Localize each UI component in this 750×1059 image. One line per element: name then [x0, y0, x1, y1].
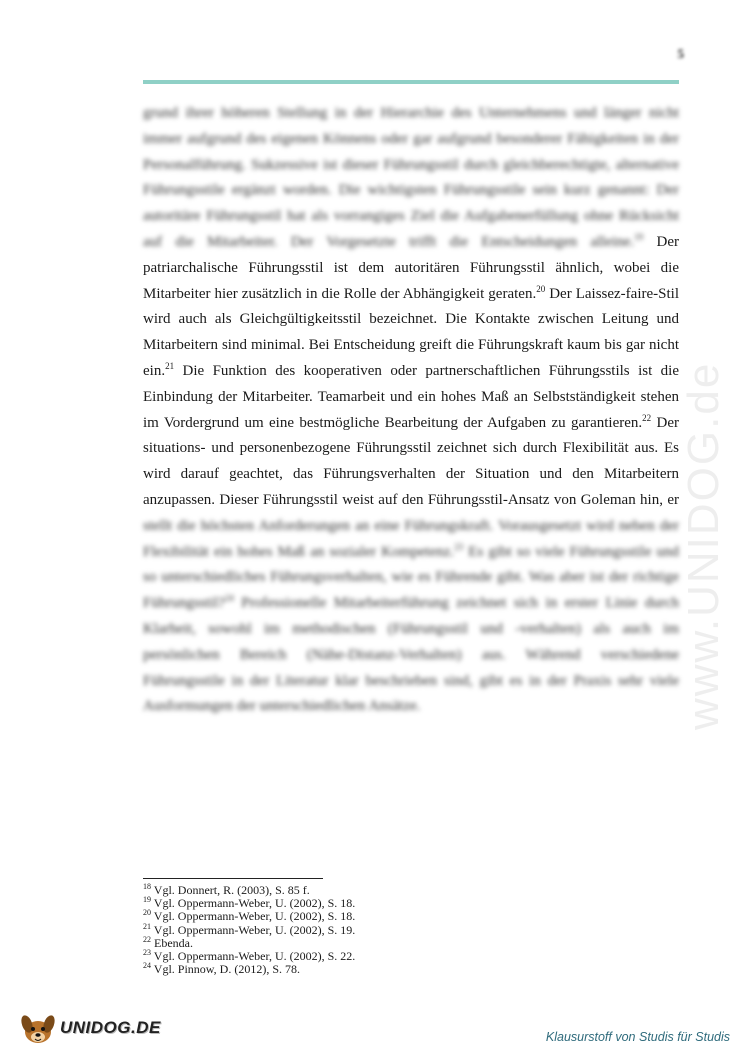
paragraph-segment: Die Funktion des kooperativen oder partnerschaftlichen Führungsstils ist die Einbindung der Mitarbeiter. Teamarbeit und ein hohes Maß an Selbstständigkeit stehen im Vordergrund um eine bestmögliche Bearbeitung der Aufgaben zu garantieren. [143, 362, 679, 431]
footnotes [143, 884, 355, 976]
footnote: $^{18}$ Vgl. Donnert, R. (2003), S. 85 f. [143, 882, 310, 897]
header-rule [143, 80, 679, 84]
footnote-ref: 20 [536, 283, 546, 294]
unidog-logo [18, 1010, 161, 1046]
footnote-ref: 21 [165, 360, 175, 371]
blurred-text-top: grund ihrer höheren Stellung in der Hierarchie des Unternehmens und länger nicht immer aufgrund des eigenen Könnens oder gar aufgrund besonderer Fähigkeiten in der Personalführung. Sukzessive ist dieser Führungsstil durch gleichberechtigte, alternative Führungsstile ergänzt worden. Die wichtigsten Führungsstile sein kurz genannt: Der autoritäre Führungsstil hat als vorrangiges Ziel die Aufgabenerfüllung ohne Rücksicht auf die Mitarbeiter. Der Vorgesetzte trifft die Entscheidungen alleine.$^{19}$ [143, 105, 679, 250]
body-paragraph [143, 101, 679, 720]
paragraph-segment: Der situations- und personenbezogene Führungsstil zeichnet sich durch Flexibilität aus. Es wird darauf geachtet, das Führungsverhalten der Situation und den Mitarbeitern anzupassen. Dieser Führungsstil weist auf den Führungsstil-Ansatz von Goleman hin, er [143, 414, 679, 508]
footnote: $^{23}$ Vgl. Oppermann-Weber, U. (2002), S. 22. [143, 948, 356, 964]
footnote: $^{21}$ Vgl. Oppermann-Weber, U. (2002), S. 19. [143, 921, 356, 937]
dog-mascot-icon [18, 1010, 58, 1046]
footnote: $^{24}$ Vgl. Pinnow, D. (2012), S. 78. [143, 961, 301, 977]
watermark: www.UNIDOG.de [679, 361, 728, 730]
footnote: $^{20}$ Vgl. Oppermann-Weber, U. (2002), S. 18. [143, 908, 356, 924]
footnote: $^{22}$ Ebenda. [143, 934, 193, 950]
footnote-separator [143, 878, 323, 879]
footnote-ref: 22 [642, 412, 652, 423]
paragraph-segment: Der patriarchalische Führungsstil ist dem autoritären Führungsstil ähnlich, wobei die Mitarbeiter hier zusätzlich in die Rolle der Abhängigkeit geraten. [143, 233, 679, 302]
footnote: $^{19}$ Vgl. Oppermann-Weber, U. (2002), S. 18. [143, 895, 356, 911]
logo-text: UNIDOG.DE [60, 1018, 161, 1037]
page-number: 5 [677, 46, 684, 61]
paragraph-segment: Der Laissez-faire-Stil wird auch als Gleichgültigkeitsstil bezeichnet. Die Kontakte zwischen Leitung und Mitarbeitern sind minimal. Bei Entscheidung greift die Führungskraft kaum bis gar nicht ein. [143, 285, 679, 379]
tagline: Klausurstoff von Studis für Studis [545, 1030, 730, 1044]
blurred-text-bottom: stellt die höchsten Anforderungen an eine Führungskraft. Vorausgesetzt wird neben der Flexibilität ein hohes Maß an sozialer Kompetenz.$^{23}$ Es gibt so viele Führungsstile und so unterschiedliches Führungsverhalten, wie es Führende gibt. Was aber ist der richtige Führungsstil?$^{24}$ Professionelle Mitarbeiterführung zeichnet sich in erster Linie durch Klarheit, sowohl im methodischen (Führungsstil und -verhalten) als auch im persönlichen Bereich (Nähe-Distanz-Verhalten) aus. Während verschiedene Führungsstile in der Literatur klar beschrieben sind, gibt es in der Praxis sehr viele Ausformungen der unterschiedlichen Ansätze. [143, 517, 679, 715]
